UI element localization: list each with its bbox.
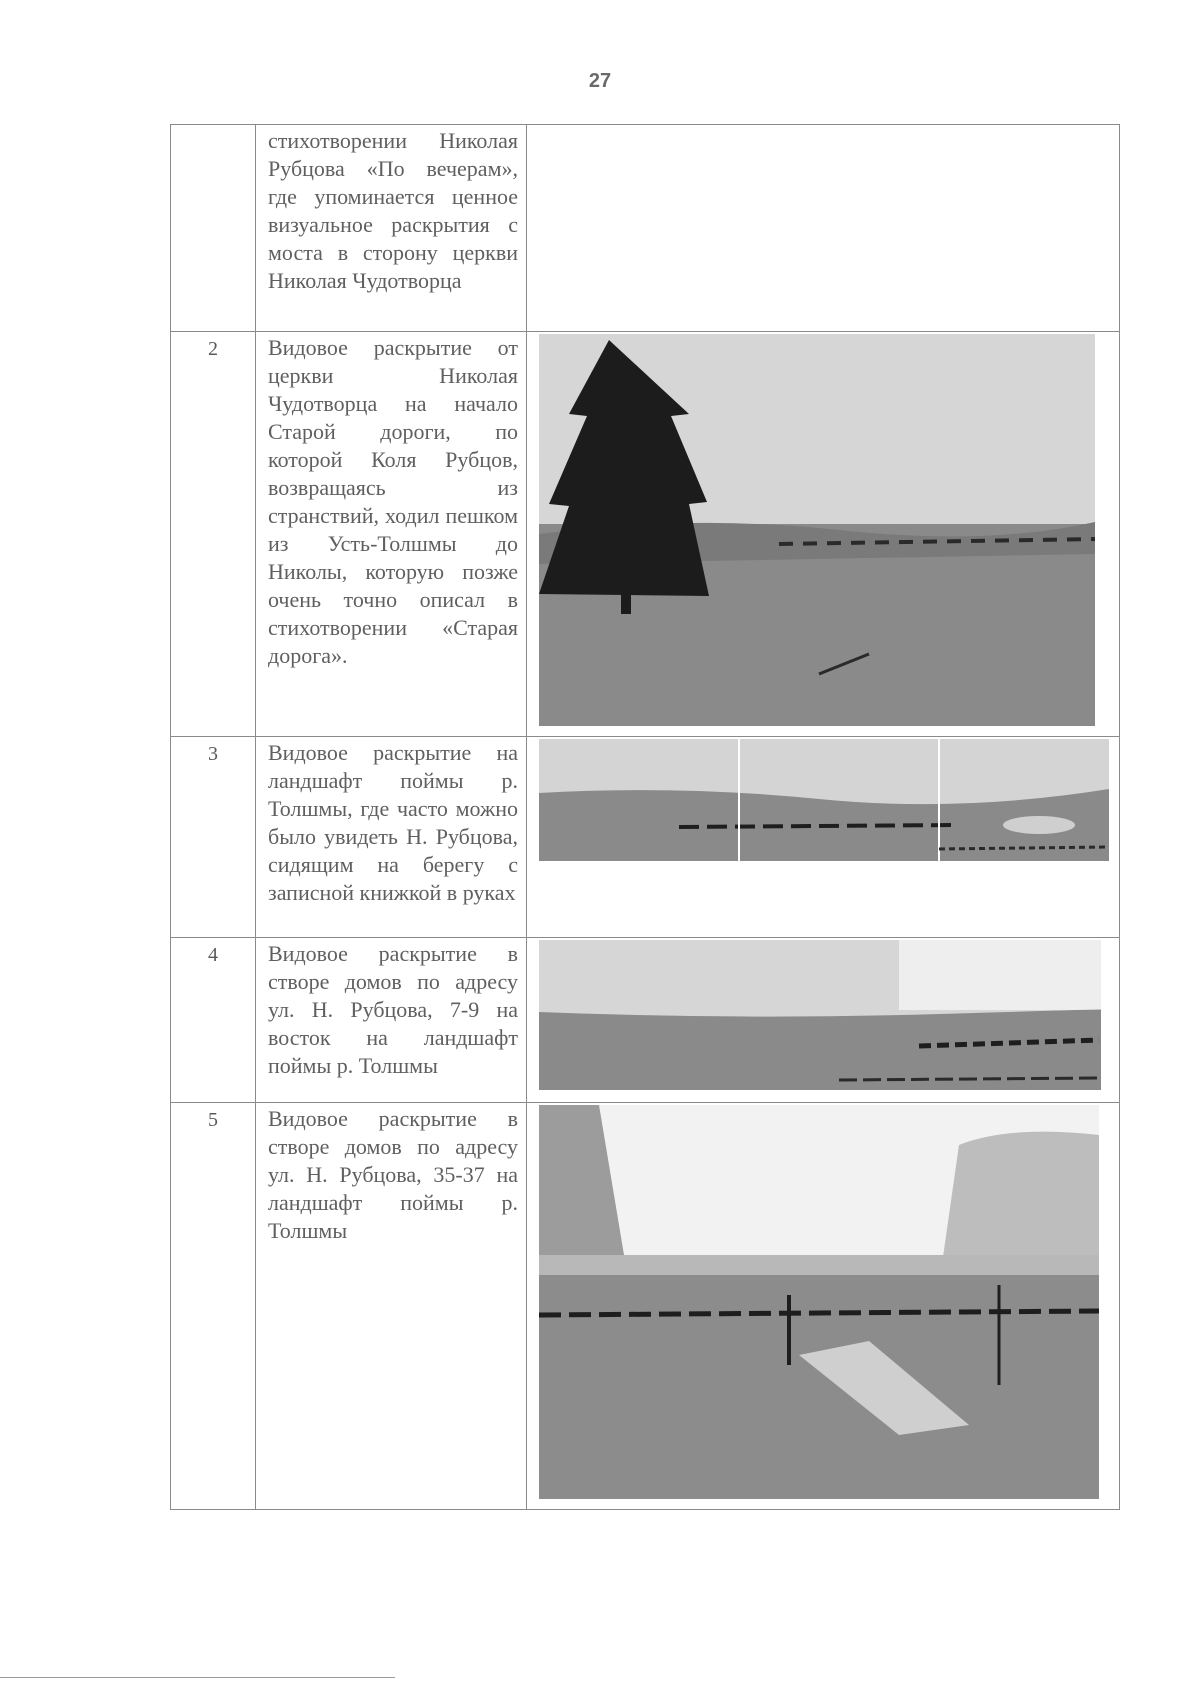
row-number: 4 — [171, 938, 256, 1103]
photo-floodplain-houses-35-37 — [539, 1105, 1099, 1499]
photo-floodplain-east — [539, 940, 1101, 1090]
viewpoints-table — [170, 124, 1120, 1510]
table-row — [171, 938, 1120, 1103]
photo-church-road-view — [539, 334, 1095, 726]
photo-floodplain-panorama — [539, 739, 1109, 861]
footnote-divider — [0, 1677, 395, 1678]
row-number: 2 — [171, 332, 256, 737]
row-description: Видовое раскрытие от церкви Николая Чудотворца на начало Старой дороги, по которой Коля Рубцов, возвращаясь из странствий, ходил пешком из Усть-Толшмы до Николы, которую позже очень точно описал в стихотворении «Старая дорога». — [268, 335, 518, 668]
row-number: 3 — [171, 737, 256, 938]
row-description: стихотворении Николая Рубцова «По вечерам», где упоминается ценное визуальное раскрытия с моста в сторону церкви Николая Чудотворца — [268, 128, 518, 293]
row-description: Видовое раскрытие в створе домов по адресу ул. Н. Рубцова, 7-9 на восток на ландшафт поймы р. Толшмы — [268, 941, 518, 1078]
row-number — [171, 125, 256, 332]
row-number: 5 — [171, 1103, 256, 1510]
table-row — [171, 125, 1120, 332]
page-number: 27 — [588, 70, 612, 92]
table-row — [171, 1103, 1120, 1510]
row-description: Видовое раскрытие в створе домов по адресу ул. Н. Рубцова, 35-37 на ландшафт поймы р. Толшмы — [268, 1106, 518, 1243]
row-description: Видовое раскрытие на ландшафт поймы р. Толшмы, где часто можно было увидеть Н. Рубцова, сидящим на берегу с записной книжкой в руках — [268, 740, 518, 905]
table-row — [171, 737, 1120, 938]
table-row — [171, 332, 1120, 737]
photo-cell-empty — [527, 125, 1120, 332]
